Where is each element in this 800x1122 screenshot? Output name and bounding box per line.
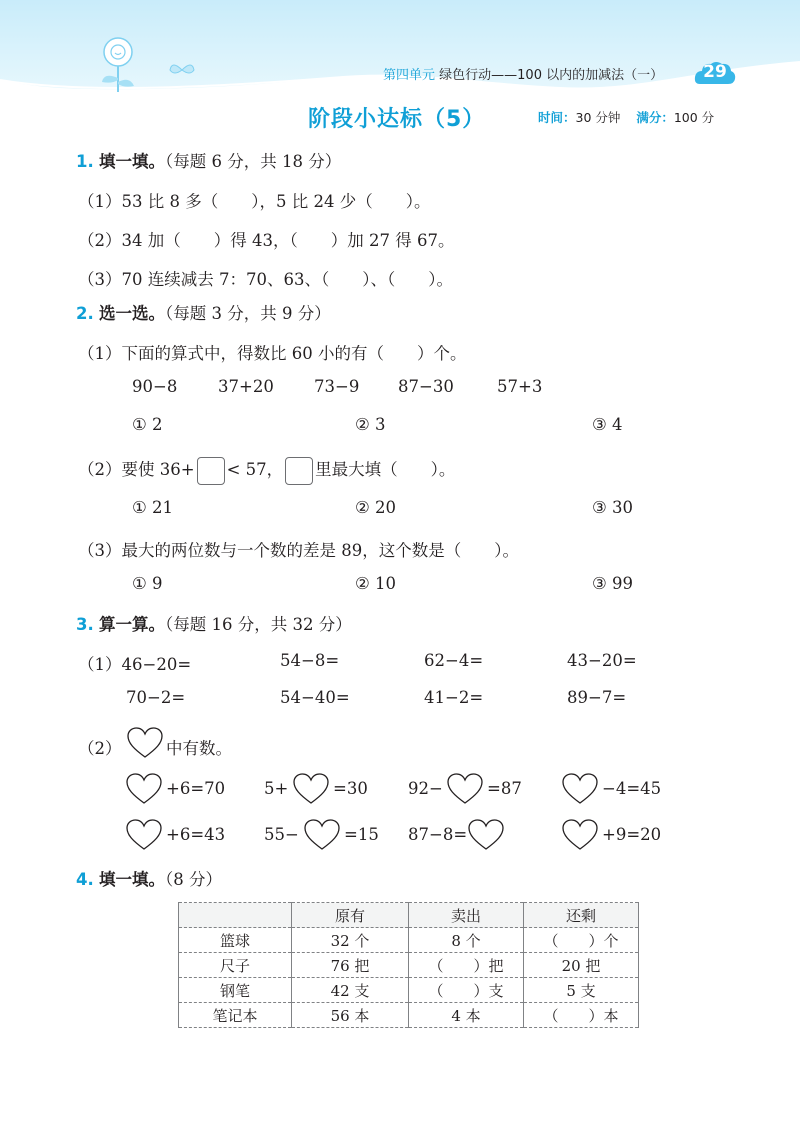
unit-topic: 绿色行动——100 以内的加减法（一） (439, 68, 664, 83)
q3-expr: 41−2= (424, 688, 484, 707)
score-label: 满分： (636, 110, 674, 125)
q3-note: （每题 16 分，共 32 分） (165, 615, 352, 634)
heart-expr-part: =87 (487, 779, 522, 798)
q2-p1-expr-1: 90−8 (132, 377, 178, 396)
q2-p3-stem: （3）最大的两位数与一个数的差是 89，这个数是（ ）。 (78, 541, 519, 560)
q2-p1-option-3: ③ 4 (592, 415, 623, 434)
table-row (179, 978, 639, 1003)
table-header-row (179, 903, 639, 928)
answer-box (285, 457, 313, 485)
heart-icon (446, 772, 484, 806)
heart-expr-part: 87−8= (408, 825, 468, 844)
heart-icon (292, 772, 330, 806)
heart-icon (125, 772, 163, 806)
table-cell: 4 本 (409, 1003, 524, 1028)
table-row (179, 953, 639, 978)
q3-expr: 62−4= (424, 651, 484, 670)
q1-title: 填一填。 (99, 152, 165, 171)
q2-title: 选一选。 (99, 304, 165, 323)
q3-p2-text: 中有数。 (166, 739, 232, 758)
q2-p1-expr-2: 37+20 (218, 377, 274, 396)
q3-heading (76, 611, 352, 635)
q2-p1-stem: （1）下面的算式中，得数比 60 小的有（ ）个。 (78, 344, 467, 363)
heart-icon (303, 818, 341, 852)
table-header-cell: 卖出 (409, 903, 524, 928)
table-cell: 篮球 (179, 928, 292, 953)
q2-p3-option-2: ② 10 (355, 574, 397, 593)
q2-p1-option-1: ① 2 (132, 415, 163, 434)
q2-p3-option-1: ① 9 (132, 574, 163, 593)
q2-p2-stem-c: 里最大填（ ）。 (315, 460, 456, 479)
q2-p2-stem-a: （2）要使 36+ (78, 460, 195, 479)
page-number: 29 (703, 62, 727, 82)
q3-p1-label: （1） (78, 655, 122, 674)
table-cell: 32 个 (292, 928, 409, 953)
heart-icon (125, 818, 163, 852)
q3-title: 算一算。 (99, 615, 165, 634)
q3-expr: 54−8= (280, 651, 340, 670)
table-cell: 8 个 (409, 928, 524, 953)
q4-note: （8 分） (165, 870, 222, 889)
table-row (179, 1003, 639, 1028)
time-value: 30 分钟 (575, 110, 621, 125)
table-cell: 42 支 (292, 978, 409, 1003)
unit-title (383, 64, 663, 83)
inventory-table (178, 902, 639, 1028)
heart-expr-part: +6=70 (166, 779, 226, 798)
q4-number: 4. (76, 870, 94, 889)
heart-icon (126, 726, 164, 760)
q2-p1-option-2: ② 3 (355, 415, 386, 434)
table-cell: 76 把 (292, 953, 409, 978)
table-row (179, 928, 639, 953)
score-value: 100 分 (673, 110, 715, 125)
answer-box (197, 457, 225, 485)
q1-number: 1. (76, 152, 94, 171)
heart-expr-part: +6=43 (166, 825, 226, 844)
q2-p2-option-1: ① 21 (132, 498, 174, 517)
heart-icon (467, 818, 505, 852)
q1-note: （每题 6 分，共 18 分） (165, 152, 342, 171)
table-header-cell (179, 903, 292, 928)
q3-number: 3. (76, 615, 94, 634)
time-score-info (538, 108, 714, 126)
q4-heading (76, 866, 222, 890)
q1-item-1: （1）53 比 8 多（ ），5 比 24 少（ ）。 (78, 192, 431, 211)
table-cell: （ ）个 (524, 928, 639, 953)
unit-label: 第四单元 (383, 68, 436, 83)
q2-heading (76, 300, 331, 324)
heart-expr-part: 55− (264, 825, 299, 844)
q2-p3-option-3: ③ 99 (592, 574, 634, 593)
table-cell: 5 支 (524, 978, 639, 1003)
q2-note: （每题 3 分，共 9 分） (165, 304, 331, 323)
q1-item-3: （3）70 连续减去 7：70、63、（ ）、（ ）。 (78, 270, 453, 289)
heart-icon (561, 772, 599, 806)
table-cell: 笔记本 (179, 1003, 292, 1028)
q2-p1-expr-3: 73−9 (314, 377, 360, 396)
q2-p1-expr-4: 87−30 (398, 377, 454, 396)
q2-p2-option-2: ② 20 (355, 498, 397, 517)
q2-p1-expr-5: 57+3 (497, 377, 543, 396)
q3-p1-row1 (78, 651, 191, 675)
q3-expr: 43−20= (567, 651, 637, 670)
table-cell: 20 把 (524, 953, 639, 978)
heart-icon (561, 818, 599, 852)
q3-expr: 89−7= (567, 688, 627, 707)
table-cell: 56 本 (292, 1003, 409, 1028)
header-band (0, 0, 800, 100)
q2-p2-stem (78, 456, 455, 485)
q2-p2-option-3: ③ 30 (592, 498, 634, 517)
heart-expr-part: =15 (344, 825, 379, 844)
q4-title: 填一填。 (99, 870, 165, 889)
q3-expr: 46−20= (121, 655, 192, 674)
heart-expr-part: +9=20 (602, 825, 662, 844)
heart-expr-part: =30 (333, 779, 368, 798)
table-cell: （ ）本 (524, 1003, 639, 1028)
q2-number: 2. (76, 304, 94, 323)
q1-heading (76, 148, 341, 172)
q2-p2-stem-b: < 57， (226, 460, 284, 479)
time-label: 时间： (538, 110, 576, 125)
table-cell: （ ）支 (409, 978, 524, 1003)
table-cell: 钢笔 (179, 978, 292, 1003)
table-header-cell: 还剩 (524, 903, 639, 928)
q3-expr: 54−40= (280, 688, 350, 707)
table-cell: （ ）把 (409, 953, 524, 978)
page-title: 阶段小达标（5） (308, 107, 486, 132)
q3-p2-label: （2） (78, 739, 122, 758)
heart-expr-part: −4=45 (602, 779, 662, 798)
q1-item-2: （2）34 加（ ）得 43，（ ）加 27 得 67。 (78, 231, 455, 250)
table-cell: 尺子 (179, 953, 292, 978)
heart-expr-part: 5+ (264, 779, 289, 798)
q3-expr: 70−2= (126, 688, 186, 707)
table-header-cell: 原有 (292, 903, 409, 928)
heart-expr-part: 92− (408, 779, 443, 798)
